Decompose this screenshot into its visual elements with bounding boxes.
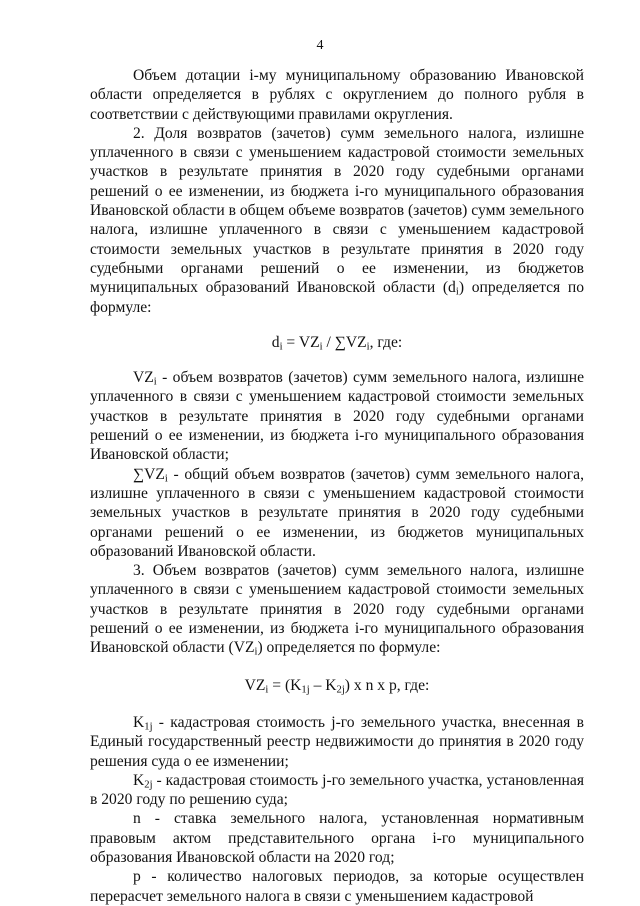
formula-share: $d_i = VZ_i / \sum VZ_i$, где: — [271, 333, 403, 353]
definition-vzi: $VZ_i$ - объем возвратов (зачетов) сумм земельного налога, излишне уплаченного в связи с уменьшением кадастровой стоимости земельных участков в результате принятия в 2020 году судебными органами решений о ее изменении, из бюджета i-го муниципального образования Ивановской области; — [90, 369, 584, 464]
definition-k2j: $K_{2j}$ - кадастровая стоимость j-го земельного участка, установленная в 2020 году по решению суда; — [90, 771, 584, 809]
definition-sum-vzi: $\sum VZ_i$ - общий объем возвратов (зачетов) сумм земельного налога, излишне уплаченного в связи с уменьшением кадастровой стоимости земельных участков в результате принятия в 2020 году судебными органами решений о ее изменении, из бюджетов муниципальных образований Ивановской области. — [90, 465, 584, 560]
paragraph-subsidy-rounding: Объем дотации i-му муниципальному образованию Ивановской области определяется в рублях с округлением до полного рубля в соответствии с действующими правилами округления. — [90, 67, 584, 123]
page-number: 4 — [316, 38, 324, 53]
document-body — [90, 66, 584, 906]
formula-volume: $VZ_i = (K_{1j} - K_{2j})$ x n x p, где: — [244, 676, 430, 696]
paragraph-3-volume-definition: 3. Объем возвратов (зачетов) сумм земельного налога, излишне уплаченного в связи с уменьшением кадастровой стоимости земельных участков в результате принятия в 2020 году судебными органами решений о ее изменении, из бюджета i-го муниципального образования Ивановской области $(VZ_i)$ определяется по формуле: — [90, 562, 584, 658]
paragraph-2-share-definition: 2. Доля возвратов (зачетов) сумм земельного налога, излишне уплаченного в связи с уменьшением кадастровой стоимости земельных участков в результате принятия в 2020 году судебными органами решений о ее изменении, из бюджета i-го муниципального образования Ивановской области в общем объеме возвратов (зачетов) сумм земельного налога, излишне уплаченного в связи с уменьшением кадастровой стоимости земельных участков в результате принятия в 2020 году судебными органами решений о ее изменении, из бюджетов муниципальных образований Ивановской области $(d_i)$ определяется по формуле: — [90, 124, 585, 316]
definition-n: n - ставка земельного налога, установленная нормативным правовым актом представительного органа i-го муниципального образования Ивановской области на 2020 год; — [90, 810, 584, 866]
definition-p: p - количество налоговых периодов, за которые осуществлен перерасчет земельного налога в связи с уменьшением кадастровой — [90, 868, 584, 905]
definition-k1j: $K_{1j}$ - кадастровая стоимость j-го земельного участка, внесенная в Единый государственный реестр недвижимости до принятия в 2020 году решения суда о ее изменении; — [90, 713, 584, 770]
